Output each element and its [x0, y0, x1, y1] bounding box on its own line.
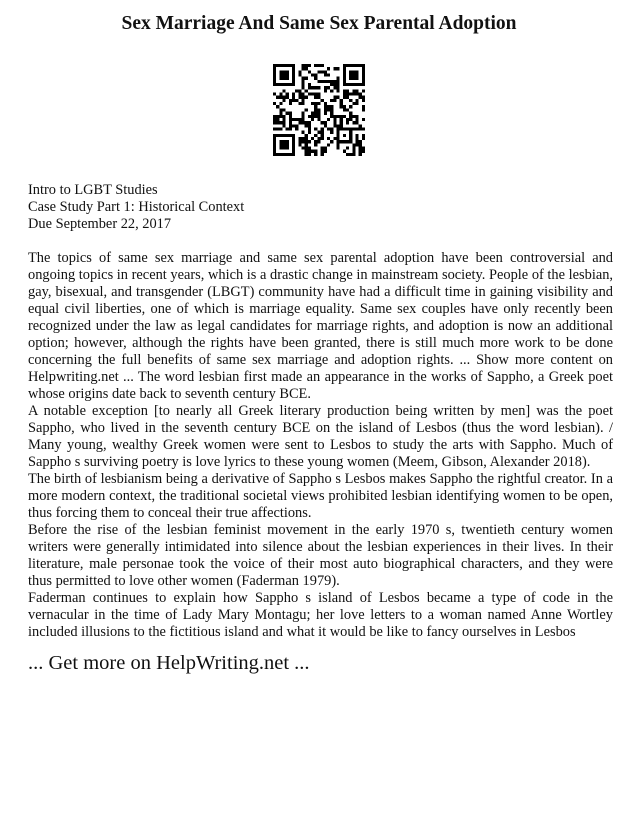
assignment-name: Case Study Part 1: Historical Context: [28, 199, 245, 215]
document-title: Sex Marriage And Same Sex Parental Adoption: [121, 13, 517, 34]
paragraph: Faderman continues to explain how Sappho s island of Lesbos became a type of code in the vernacular in the time of Lady Mary Montagu; her love letters to a woman named Anne Wortley included illusions to the fictitious island and what it would be like to fancy ourselves in Lesbos: [28, 590, 613, 640]
due-date: Due September 22, 2017: [28, 216, 172, 232]
paragraph: Before the rise of the lesbian feminist movement in the early 1970 s, twentieth century women writers were generally intimidated into silence about the lesbian experiences in their lives. In their literature, male personae took the voice of their most auto biographical characters, and they were thus permitted to love other women (Faderman 1979).: [28, 522, 613, 589]
paragraph: The topics of same sex marriage and same sex parental adoption have been controversial and ongoing topics in recent years, which is a drastic change in mainstream society. People of the lesbian, gay, bisexual, and transgender (LBGT) community have had a difficult time in gaining visibility and equal civil liberties, one of which is marriage equality. Same sex couples have only recently been recognized under the law as legal candidates for marriage rights, and adoption is now an additional option; however, although the rights have been granted, there is still much more work to be done concerning the full benefits of same sex marriage and adoption rights. ... Show more content on Helpwriting.net ... The word lesbian first made an appearance in the works of Sappho, a Greek poet whose origins date back to seventh century BCE.: [28, 250, 613, 402]
essay-body: [28, 250, 613, 641]
course-info: [28, 182, 244, 233]
qr-code-icon[interactable]: [273, 64, 365, 156]
course-name: Intro to LGBT Studies: [28, 182, 158, 198]
paragraph: A notable exception [to nearly all Greek literary production being written by men] was the poet Sappho, who lived in the seventh century BCE on the island of Lesbos (thus the word lesbian). / Many young, wealthy Greek women were sent to Lesbos to study the arts with Sappho. Much of Sappho s surviving poetry is love lyrics to these young women (Meem, Gibson, Alexander 2018).: [28, 403, 613, 470]
get-more-link[interactable]: ... Get more on HelpWriting.net ...: [28, 652, 310, 674]
paragraph: The birth of lesbianism being a derivative of Sappho s Lesbos makes Sappho the rightful creator. In a more modern context, the traditional societal views prohibited lesbian identifying women to be open, thus forcing them to conceal their true affections.: [28, 471, 613, 521]
